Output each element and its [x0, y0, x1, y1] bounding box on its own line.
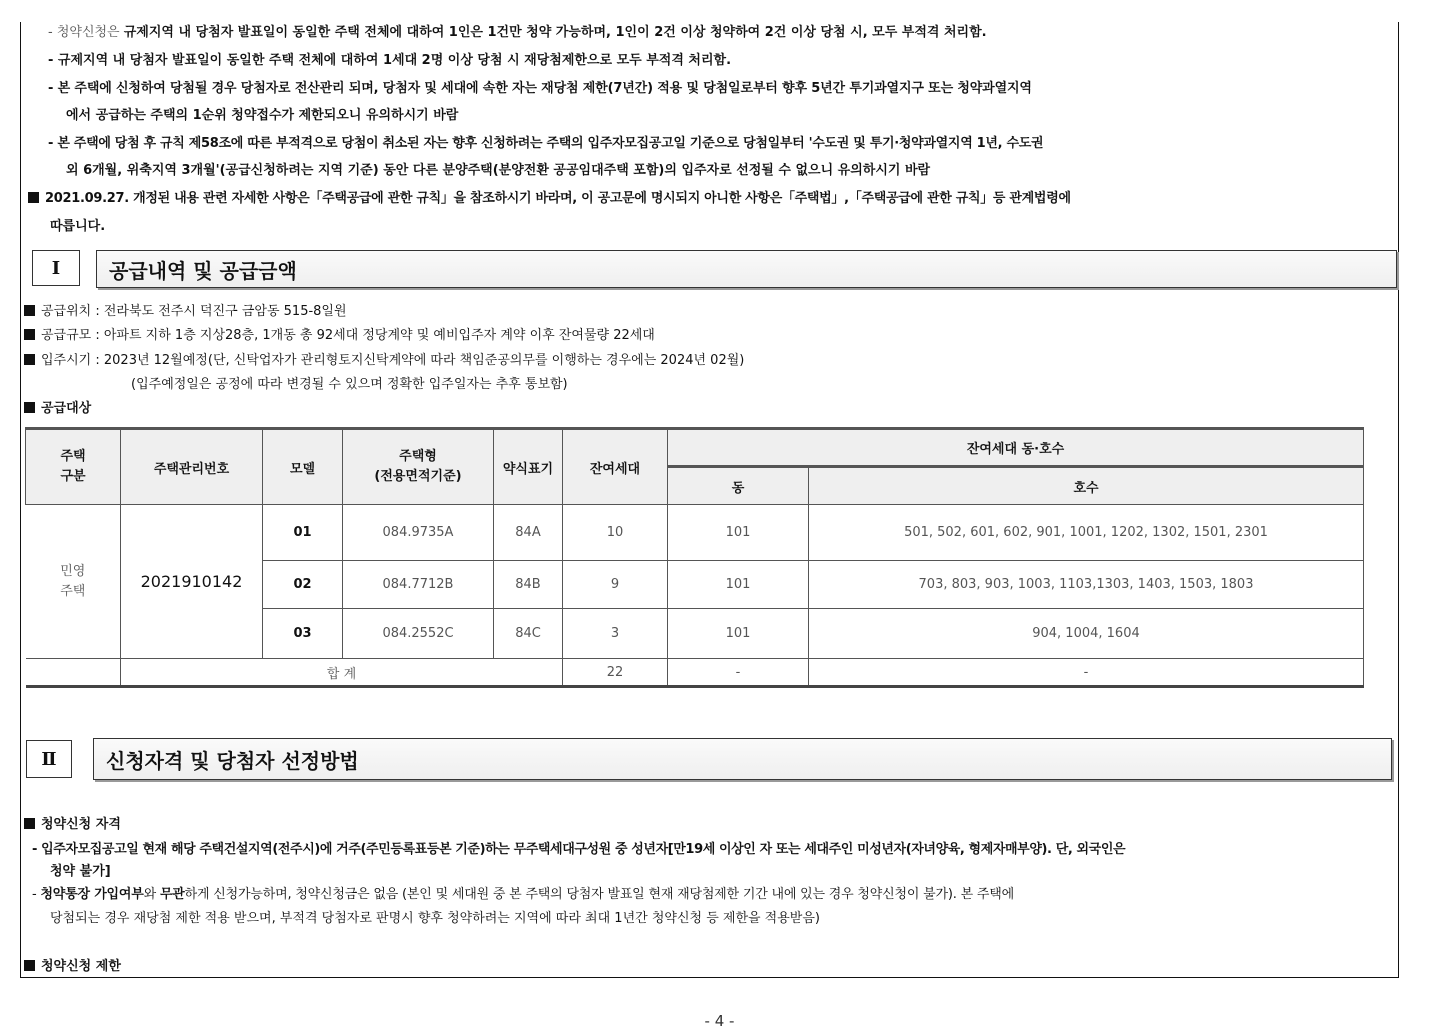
- note-line-4a: - 본 주택에 당첨 후 규칙 제58조에 따른 부적격으로 당첨이 취소된 자는 향후 신청하려는 주택의 입주자모집공고일 기준으로 당첨일부터 '수도권 및 투기·청약과열지역 1년, 수도권: [48, 136, 1044, 151]
- square-bullet-icon: [24, 305, 35, 316]
- header-dong: 동: [668, 467, 809, 505]
- section-1-number: Ⅰ: [32, 250, 80, 286]
- cell-sum-remaining: 22: [563, 659, 668, 687]
- supply-target-heading: 공급대상: [24, 400, 91, 418]
- cell-housing-type: 084.2552C: [343, 609, 494, 659]
- supply-move-in-note: (입주예정일은 공정에 따라 변경될 수 있으며 정확한 입주일자는 추후 통보함): [131, 377, 568, 392]
- qualification-p2b: 당첨되는 경우 재당첨 제한 적용 받으며, 부적격 당첨자로 판명시 향후 청약하려는 지역에 따라 최대 1년간 청약신청 등 제한을 적용받음): [50, 911, 820, 926]
- header-type: 주택 구분: [26, 429, 121, 505]
- header-housing-type: 주택형 (전용면적기준): [343, 429, 494, 505]
- supply-scale: 공급규모 : 아파트 지하 1층 지상28층, 1개동 총 92세대 정당계약 및 예비입주자 계약 이후 잔여물량 22세대: [24, 327, 655, 345]
- cell-dong: 101: [668, 609, 809, 659]
- cell-abbr: 84A: [494, 505, 563, 561]
- square-bullet-icon: [24, 329, 35, 340]
- header-remaining: 잔여세대: [563, 429, 668, 505]
- cell-remaining: 3: [563, 609, 668, 659]
- table-sum-row: [26, 659, 1364, 687]
- header-ho: 호수: [809, 467, 1364, 505]
- header-model: 모델: [263, 429, 343, 505]
- note-line-3b: 에서 공급하는 주택의 1순위 청약접수가 제한되오니 유의하시기 바람: [66, 108, 459, 123]
- cell-model: 03: [263, 609, 343, 659]
- cell-sum-dong: -: [668, 659, 809, 687]
- cell-ho: 904, 1004, 1604: [809, 609, 1364, 659]
- note-line-5a: 2021.09.27. 개정된 내용 관련 자세한 사항은「주택공급에 관한 규칙」을 참조하시기 바라며, 이 공고문에 명시되지 아니한 사항은「주택법」,「주택공급에 관한 규칙」등 관계법령에: [28, 190, 1071, 208]
- cell-abbr: 84B: [494, 561, 563, 609]
- supply-location: 공급위치 : 전라북도 전주시 덕진구 금암동 515-8일원: [24, 303, 347, 321]
- table-row: [26, 505, 1364, 561]
- qualification-p1a: - 입주자모집공고일 현재 해당 주택건설지역(전주시)에 거주(주민등록표등본 기준)하는 무주택세대구성원 중 성년자[만19세 이상인 자 또는 세대주인 미성년자(자녀양육, 형제자매부양). 단, 외국인은: [32, 842, 1126, 857]
- qualification-heading: 청약신청 자격: [24, 816, 121, 834]
- cell-abbr: 84C: [494, 609, 563, 659]
- square-bullet-icon: [24, 354, 35, 365]
- supply-table: [25, 427, 1364, 688]
- cell-mgmt-no: 2021910142: [121, 505, 263, 659]
- cell-type: 민영 주택: [26, 505, 121, 659]
- cell-ho: 501, 502, 601, 602, 901, 1001, 1202, 1302, 1501, 2301: [809, 505, 1364, 561]
- cell-housing-type: 084.9735A: [343, 505, 494, 561]
- note-line-4b: 외 6개월, 위축지역 3개월'(공급신청하려는 지역 기준) 동안 다른 분양주택(분양전환 공공임대주택 포함)의 입주자로 선정될 수 없으니 유의하시기 바람: [66, 163, 931, 178]
- cell-dong: 101: [668, 561, 809, 609]
- cell-sum-ho: -: [809, 659, 1364, 687]
- cell-remaining: 10: [563, 505, 668, 561]
- cell-model: 02: [263, 561, 343, 609]
- section-2-number: Ⅱ: [26, 740, 72, 778]
- cell-empty: [26, 659, 121, 687]
- cell-dong: 101: [668, 505, 809, 561]
- cell-sum-label: 합 계: [121, 659, 563, 687]
- square-bullet-icon: [28, 192, 39, 203]
- supply-move-in: 입주시기 : 2023년 12월예정(단, 신탁업자가 관리형토지신탁계약에 따라 책임준공의무를 이행하는 경우에는 2024년 02월): [24, 352, 744, 370]
- cell-housing-type: 084.7712B: [343, 561, 494, 609]
- header-remaining-units: 잔여세대 동·호수: [668, 429, 1364, 467]
- note-line-1: - 청약신청은 규제지역 내 당첨자 발표일이 동일한 주택 전체에 대하여 1인은 1건만 청약 가능하며, 1인이 2건 이상 청약하여 2건 이상 당첨 시, 모두 부적격 처리함.: [48, 25, 987, 40]
- header-abbr: 약식표기: [494, 429, 563, 505]
- section-2-title: 신청자격 및 당첨자 선정방법: [93, 738, 1392, 780]
- restriction-heading: 청약신청 제한: [24, 958, 121, 976]
- square-bullet-icon: [24, 818, 35, 829]
- note-line-3a: - 본 주택에 신청하여 당첨될 경우 당첨자로 전산관리 되며, 당첨자 및 세대에 속한 자는 재당첨 제한(7년간) 적용 및 당첨일로부터 향후 5년간 투기과열지구 또는 청약과열지역: [48, 81, 1032, 96]
- note-line-5b: 따릅니다.: [50, 219, 106, 234]
- qualification-p2a: - 청약통장 가입여부와 무관하게 신청가능하며, 청약신청금은 없음 (본인 및 세대원 중 본 주택의 당첨자 발표일 현재 재당첨제한 기간 내에 있는 경우 청약신청이 불가). 본 주택에: [32, 887, 1014, 902]
- qualification-p1b: 청약 불가]: [50, 864, 111, 879]
- header-mgmt-no: 주택관리번호: [121, 429, 263, 505]
- cell-model: 01: [263, 505, 343, 561]
- square-bullet-icon: [24, 960, 35, 971]
- page-number: - 4 -: [704, 1012, 735, 1030]
- note-line-2: - 규제지역 내 당첨자 발표일이 동일한 주택 전체에 대하여 1세대 2명 이상 당첨 시 재당첨제한으로 모두 부적격 처리함.: [48, 53, 732, 68]
- square-bullet-icon: [24, 402, 35, 413]
- section-1-title: 공급내역 및 공급금액: [96, 250, 1397, 288]
- cell-remaining: 9: [563, 561, 668, 609]
- cell-ho: 703, 803, 903, 1003, 1103,1303, 1403, 1503, 1803: [809, 561, 1364, 609]
